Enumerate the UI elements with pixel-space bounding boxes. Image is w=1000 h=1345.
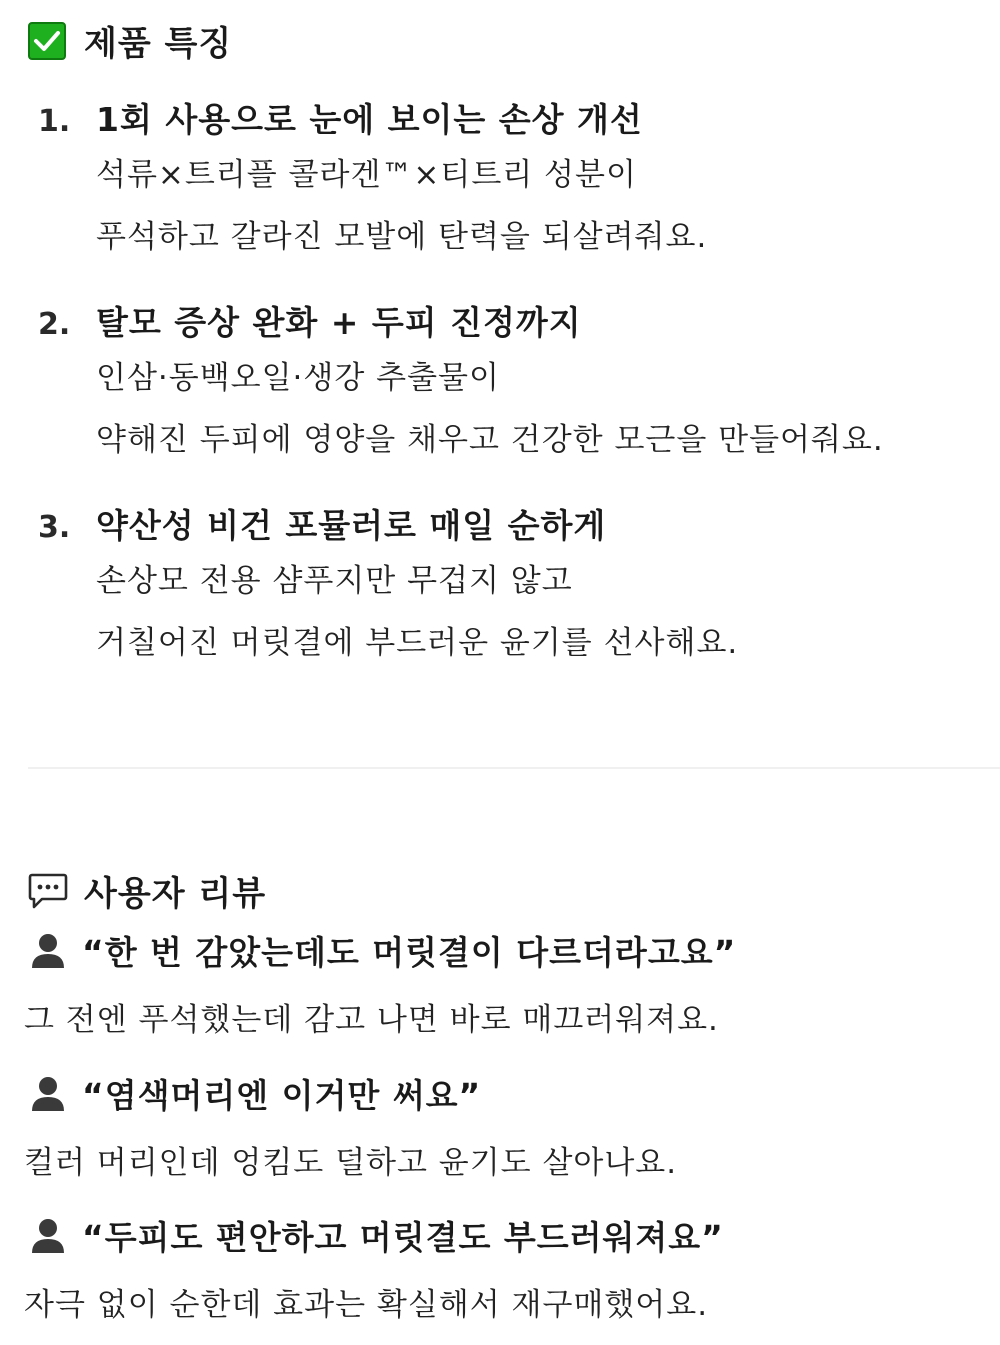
feature-item-1 [38,94,998,268]
feature-desc-line: 거칠어진 머릿결에 부드러운 윤기를 선사해요. [96,625,739,661]
review-body: 자극 없이 순한데 효과는 확실해서 재구매했어요. [24,1287,709,1323]
feature-item-3 [38,500,998,674]
feature-title: 1회 사용으로 눈에 보이는 손상 개선 [96,100,643,139]
person-silhouette-icon [28,1073,68,1113]
review-title: “한 번 감았는데도 머릿결이 다르더라고요” [82,932,737,972]
review-body: 컬러 머리인데 엉킴도 덜하고 윤기도 살아나요. [24,1145,678,1181]
review-title: “염색머리엔 이거만 써요” [82,1075,482,1115]
feature-number: 2. [38,307,71,342]
speech-bubble-icon [28,872,66,910]
review-body: 그 전엔 푸석했는데 감고 나면 바로 매끄러워져요. [24,1002,719,1038]
feature-title: 탈모 증상 완화 + 두피 진정까지 [96,303,582,342]
feature-title: 약산성 비건 포뮬러로 매일 순하게 [96,506,607,545]
review-item-2 [24,1063,994,1203]
reviews-heading [28,866,266,915]
feature-desc-line: 인삼·동백오일·생강 추출물이 [96,360,500,396]
feature-number: 3. [38,510,71,545]
feature-desc-line: 약해진 두피에 영양을 채우고 건강한 모근을 만들어줘요. [96,422,884,458]
feature-number: 1. [38,104,71,139]
section-divider [28,767,1000,769]
review-title: “두피도 편안하고 머릿결도 부드러워져요” [82,1217,724,1257]
feature-desc-line: 손상모 전용 샴푸지만 무겁지 않고 [96,563,573,599]
person-silhouette-icon [28,1215,68,1255]
review-item-1 [24,920,994,1060]
features-heading [28,16,232,65]
reviews-title: 사용자 리뷰 [84,874,267,914]
person-silhouette-icon [28,930,68,970]
review-item-3 [24,1205,994,1345]
feature-desc-line: 푸석하고 갈라진 모발에 탄력을 되살려줘요. [96,219,708,255]
feature-desc-line: 석류×트리플 콜라겐™×티트리 성분이 [96,157,637,193]
check-box-icon [28,22,66,60]
feature-item-2 [38,297,998,471]
features-title: 제품 특징 [84,24,233,64]
